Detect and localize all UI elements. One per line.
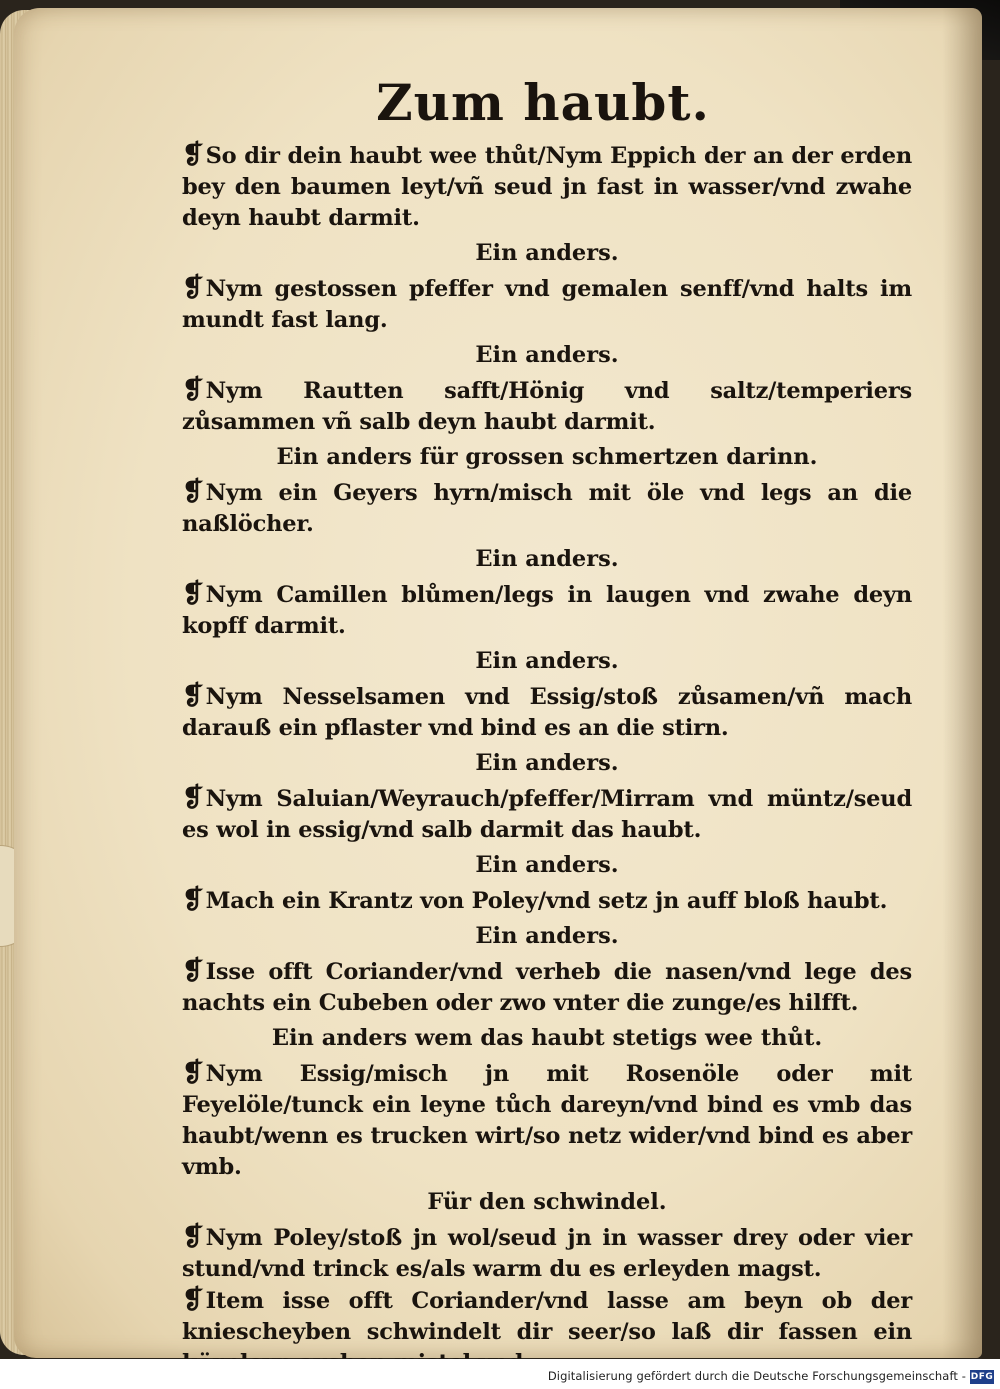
recipe-paragraph <box>182 885 912 917</box>
pilcrow-icon: ❡ <box>182 273 204 303</box>
section-heading: Ein anders. <box>475 648 619 674</box>
paragraph-text: Isse offt Coriander/vnd verheb die nasen/vnd lege des nachts ein Cubeben oder zwo vnter die zunge/es hilfft. <box>182 959 912 1016</box>
pilcrow-icon: ❡ <box>182 477 204 507</box>
section-heading: Ein anders. <box>475 342 619 368</box>
recipe-paragraph <box>182 477 912 540</box>
paragraph-text: Nym Nesselsamen vnd Essig/stoß zůsamen/vñ mach darauß ein pflaster vnd bind es an die stirn. <box>182 684 912 741</box>
recipe-paragraph <box>182 273 912 336</box>
recipe-paragraph <box>182 1058 912 1183</box>
pilcrow-icon: ❡ <box>182 140 204 170</box>
recipe-paragraph <box>182 1222 912 1285</box>
pilcrow-icon: ❡ <box>182 956 204 986</box>
section-heading: Ein anders für grossen schmertzen darinn. <box>276 444 818 470</box>
paragraph-text: Mach ein Krantz von Poley/vnd setz jn auff bloß haubt. <box>205 888 888 914</box>
pilcrow-icon: ❡ <box>182 375 204 405</box>
text-blocks <box>182 140 912 1379</box>
pilcrow-icon: ❡ <box>182 1222 204 1252</box>
section-heading: Ein anders. <box>475 240 619 266</box>
recipe-paragraph <box>182 956 912 1019</box>
paragraph-text: Item isse offt Coriander/vnd lasse am beyn ob der kniescheyben schwindelt dir seer/so laß dir fassen ein <box>182 1288 912 1345</box>
recipe-paragraph <box>182 579 912 642</box>
section-heading: Ein anders. <box>475 546 619 572</box>
paragraph-text: Nym ein Geyers hyrn/misch mit öle vnd legs an die naßlöcher. <box>182 480 912 537</box>
spine-shadow <box>942 8 982 1358</box>
dfg-logo-icon: DFG <box>970 1372 994 1382</box>
section-heading: Ein anders. <box>475 852 619 878</box>
section-heading: Ein anders wem das haubt stetigs wee thůt. <box>271 1025 823 1051</box>
recipe-paragraph <box>182 681 912 744</box>
pilcrow-icon: ❡ <box>182 885 204 915</box>
pilcrow-icon: ❡ <box>182 1285 204 1315</box>
pilcrow-icon: ❡ <box>182 579 204 609</box>
paragraph-text: So dir dein haubt wee thůt/Nym Eppich der an der erden bey den baumen leyt/vñ seud jn fast in wasser/vnd zwahe deyn haubt darmit. <box>182 143 912 231</box>
page-text-block <box>182 70 912 1379</box>
pilcrow-icon: ❡ <box>182 681 204 711</box>
paragraph-text: Nym Essig/misch jn mit Rosenöle oder mit Feyelöle/tunck ein leyne tůch dareyn/vnd bind es vmb das haubt/wenn es trucken wirt/so netz wider/vnd bind es aber vmb. <box>182 1061 912 1180</box>
pilcrow-icon: ❡ <box>182 783 204 813</box>
paragraph-text: Nym Camillen blůmen/legs in laugen vnd zwahe deyn kopff darmit. <box>182 582 912 639</box>
page-title: Zum haubt. <box>376 73 710 132</box>
footer-credit: Digitalisierung gefördert durch die Deutsche Forschungsgemeinschaft - <box>547 1369 966 1383</box>
recipe-paragraph <box>182 140 912 234</box>
recipe-paragraph <box>182 783 912 846</box>
recipe-paragraph <box>182 375 912 438</box>
footer-bar <box>0 1359 1000 1389</box>
paragraph-text: Nym Poley/stoß jn wol/seud jn in wasser drey oder vier stund/vnd trinck es/als warm du es erleyden magst. <box>182 1225 912 1282</box>
section-heading: Ein anders. <box>475 923 619 949</box>
pilcrow-icon: ❡ <box>182 1058 204 1088</box>
paragraph-text: Nym gestossen pfeffer vnd gemalen senff/vnd halts im mundt fast lang. <box>182 276 912 333</box>
paragraph-text: Nym Saluian/Weyrauch/pfeffer/Mirram vnd müntz/seud es wol in essig/vnd salb darmit das haubt. <box>182 786 912 843</box>
section-heading: Ein anders. <box>475 750 619 776</box>
paragraph-text: Nym Rautten safft/Hönig vnd saltz/temperiers zůsammen vñ salb deyn haubt darmit. <box>182 378 912 435</box>
section-heading: Für den schwindel. <box>427 1189 667 1215</box>
